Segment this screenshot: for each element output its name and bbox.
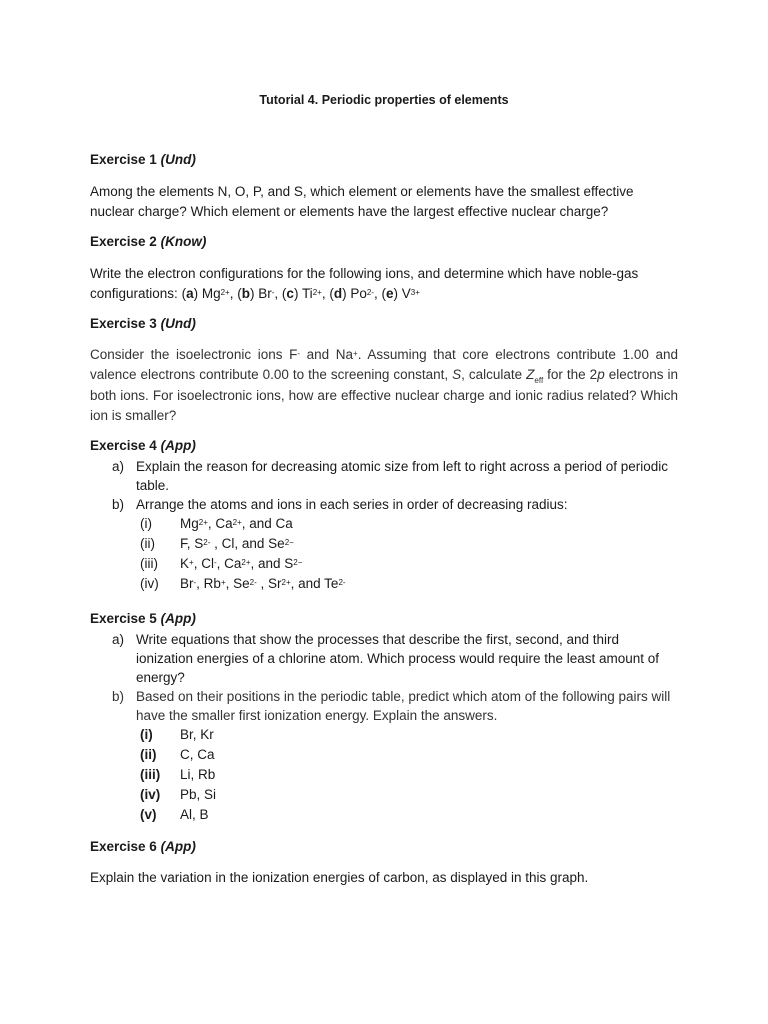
item-label: a): [112, 632, 125, 647]
exercise-2-text: [90, 264, 678, 303]
ex3-part2: and Na: [300, 347, 354, 362]
pair-row: [90, 805, 678, 825]
exercise-4-tag: (App): [160, 438, 196, 453]
pair-row: [90, 745, 678, 765]
item-text: Write equations that show the processes that describe the first, second, and third ionization energies of a chlorine atom. Which process would require the least amount of energy?: [136, 632, 660, 685]
exercise-3-tag: (Und): [160, 316, 196, 331]
series-label: (i): [140, 516, 152, 531]
pair-row: [90, 765, 678, 785]
series-text: $Mg^{2+}$, $Ca^{2+}$, and Ca: [180, 516, 293, 531]
ion-e: (e) $V^{3+}$: [377, 285, 420, 301]
pair-row: [90, 785, 678, 805]
pair-label: (v): [140, 807, 157, 822]
pair-label: (i): [140, 727, 153, 742]
exercise-6-text: Explain the variation in the ionization energies of carbon, as displayed in this graph.: [90, 870, 589, 885]
exercise-2-label: Exercise 2: [90, 234, 157, 249]
ex3-part1: Consider the isoelectronic ions F: [90, 347, 298, 362]
series-label: (ii): [140, 536, 155, 551]
pair-text: Pb, Si: [180, 787, 217, 802]
page-title: Tutorial 4. Periodic properties of elements: [259, 93, 509, 107]
exercise-1-text: Among the elements N, O, P, and S, which element or elements have the smallest effective nuclear charge? Which element or elements have the largest effective nuclear charge?: [90, 184, 634, 219]
exercise-5-label: Exercise 5: [90, 611, 157, 626]
exercise-5-tag: (App): [160, 611, 196, 626]
ex3-part5: for the 2: [543, 366, 598, 382]
exercise-5-item-a: [90, 630, 678, 687]
pair-row: [90, 725, 678, 745]
ex3-na-charge: +: [353, 349, 358, 358]
exercise-4-list: [90, 457, 678, 594]
exercise-5-heading: [90, 611, 196, 626]
ex3-part3: . Assuming that core electrons contribute 1.00 and valence electrons contribute 0.00 to the screening constant,: [90, 347, 678, 382]
series-label: (iii): [140, 556, 158, 571]
exercise-2-ion-list: [182, 286, 420, 301]
pair-label: (iv): [140, 787, 161, 802]
exercise-3-text: [90, 345, 678, 425]
exercise-6-tag: (App): [160, 839, 196, 854]
series-text: Br-, Rb+, $Se^{2-}$ , $Sr^{2+}$, and $Te^{2-}$: [180, 576, 346, 591]
exercise-5-pairs-list: [90, 725, 678, 825]
pair-text: Al, B: [180, 807, 209, 822]
exercise-4-label: Exercise 4: [90, 438, 157, 453]
pair-label: (ii): [140, 747, 157, 762]
item-label: a): [112, 459, 125, 474]
item-text: Based on their positions in the periodic table, predict which atom of the following pairs will have the smaller first ionization energy. Explain the answers.: [136, 689, 671, 723]
ex3-part6: electrons in both ions. For isoelectronic ions, how are effective nuclear charge and ionic radius related? Which ion is smaller?: [90, 366, 678, 423]
exercise-6-heading: [90, 839, 196, 854]
exercise-2-heading: [90, 234, 206, 249]
series-text: F, $S^{2-}$ , Cl, and $Se^{2-}$: [180, 536, 294, 551]
ex3-z-subscript: eff: [534, 375, 544, 385]
exercise-4-item-a: [90, 457, 678, 495]
ex3-part4: , calculate: [461, 366, 527, 382]
item-text: Arrange the atoms and ions in each series in order of decreasing radius:: [136, 497, 568, 512]
pair-text: Li, Rb: [180, 767, 216, 782]
series-row: [90, 554, 678, 574]
exercise-6-label: Exercise 6: [90, 839, 157, 854]
ex3-s-symbol: S: [452, 366, 462, 382]
series-row: [90, 514, 678, 534]
ex3-f-charge: -: [297, 349, 300, 358]
series-label: (iv): [140, 576, 159, 591]
exercise-4-series-list: [90, 514, 678, 594]
ex3-z-symbol: Z: [526, 366, 535, 382]
exercise-5-list: [90, 630, 678, 825]
exercise-3-heading: [90, 316, 196, 331]
ion-a: (a) $Mg^{2+}$,: [181, 285, 234, 301]
exercise-1-heading: [90, 152, 196, 167]
ion-c: (c) $Ti^{2+}$,: [278, 285, 326, 301]
ion-d: (d) $Po^{2-}$,: [325, 285, 378, 301]
pair-text: Br, Kr: [180, 727, 214, 742]
exercise-2-tag: (Know): [160, 234, 207, 249]
exercise-2-intro: Write the electron configurations for the following ions, and determine which have noble-gas configurations:: [90, 266, 639, 301]
exercise-1-tag: (Und): [160, 152, 196, 167]
exercise-4-heading: [90, 438, 196, 453]
exercise-5-item-b: [90, 687, 678, 725]
pair-text: C, Ca: [180, 747, 215, 762]
pair-label: (iii): [140, 767, 161, 782]
item-label: b): [112, 497, 125, 512]
exercise-4-item-b: [90, 495, 678, 514]
item-text: Explain the reason for decreasing atomic size from left to right across a period of periodic table.: [136, 459, 669, 493]
series-row: [90, 574, 678, 594]
series-row: [90, 534, 678, 554]
exercise-3-label: Exercise 3: [90, 316, 157, 331]
exercise-1-label: Exercise 1: [90, 152, 157, 167]
ion-b: (b) Br-,: [233, 285, 279, 301]
ex3-p-orbital: p: [597, 366, 605, 382]
series-text: K+, Cl-, $Ca^{2+}$, and $S^{2-}$: [180, 556, 303, 571]
item-label: b): [112, 689, 125, 704]
